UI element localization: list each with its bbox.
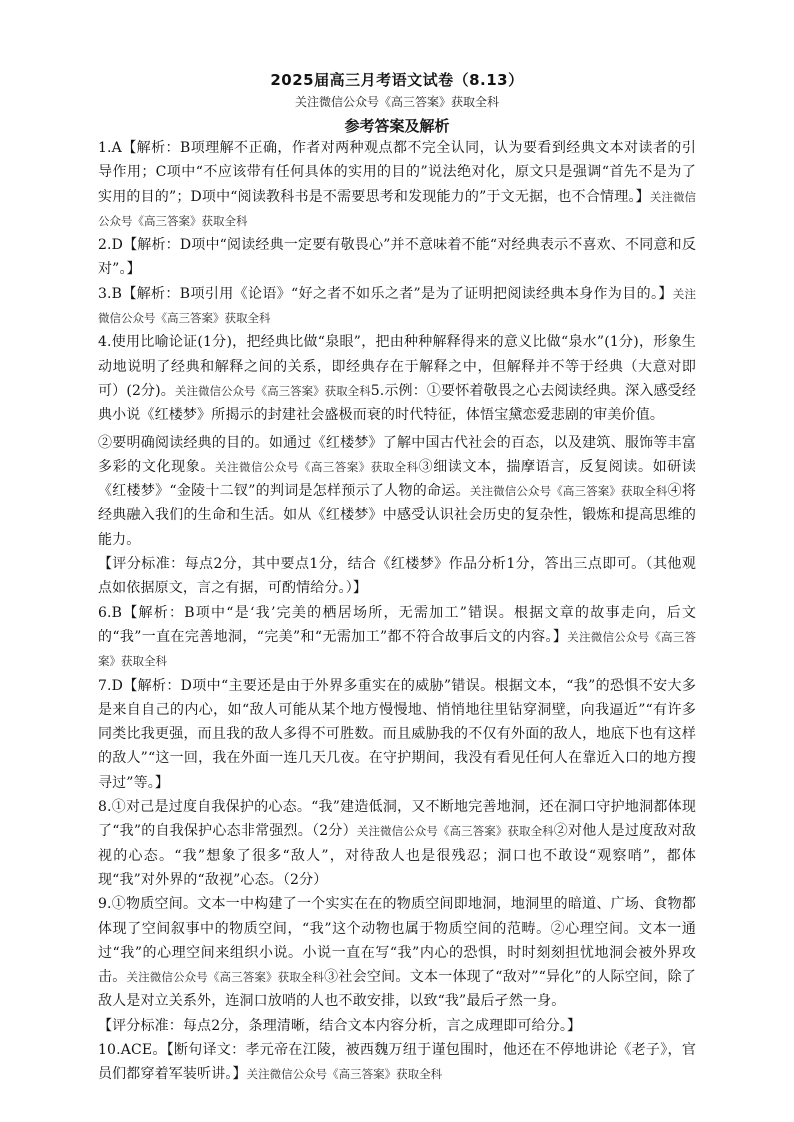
answer-paragraph: [98, 233, 696, 282]
answer-text: 9.①物质空间。文本一中构建了一个实实在在的物质空间即地洞，地洞里的暗道、广场、食物都体现了空间叙事中的物质空间，“我”这个动物也属于物质空间的范畴。②心理空间。文本一通过“我”的心理空间来组织小说。小说一直在写“我”内心的恐惧，时时刻刻担忧地洞会被外界攻击。: [98, 896, 696, 986]
answer-paragraph: [98, 674, 696, 795]
wechat-note: 关注微信公众号《高三答案》获取全科: [469, 484, 668, 499]
answer-paragraph: [98, 892, 696, 1013]
answer-text: ③细读文本，揣摩语言，反复阅读。如研读《红楼梦》“金陵十二钗”的判词是怎样预示了人物的命运。: [98, 458, 696, 500]
answer-paragraph: [98, 1038, 696, 1087]
answer-paragraph: [98, 431, 696, 552]
answer-text: 7.D【解析：D项中“主要还是由于外界多重实在的威胁”错误。根据文本，“我”的恐惧不安大多是来自自己的内心，如“敌人可能从某个地方慢慢地、悄悄地往里钻穿洞壁，向我逼近”“有许多同类比我更强，而且我的敌人多得不可胜数。而且威胁我的不仅有外面的敌人，地底下也有这样的敌人”“这一回，我在外面一连几天几夜。在守护期间，我没有看见任何人在靠近入口的地方搜寻过”等。】: [98, 677, 696, 791]
answer-paragraph: [98, 282, 696, 331]
wechat-note: 关注微信公众号《高三答案》获取全科: [98, 286, 697, 326]
answer-body: [98, 136, 696, 1087]
answer-text: 4.使用比喻论证(1分)，把经典比做“泉眼”，把由种种解释得来的意义比做“泉水”(1分)，形象生动地说明了经典和解释之间的关系，即经典存在于解释之中，但解释并不等于经典（大意对即可）(2分)。: [98, 334, 696, 399]
wechat-note: 关注微信公众号《高三答案》获取全科: [174, 383, 371, 398]
section-title: 参考答案及解析: [344, 117, 450, 135]
wechat-note: 关注微信公众号《高三答案》获取全科: [246, 1067, 443, 1082]
answer-text: 3.B【解析：B项引用《论语》“好之者不如乐之者”是为了证明把阅读经典本身作为目的。】: [98, 285, 673, 302]
wechat-note: 关注微信公众号《高三答案》获取全科: [356, 824, 554, 839]
answer-text: 6.B【解析：B项中“是‘我’完美的栖居场所，无需加工”错误。根据文章的故事走向，后文的“我”一直在完善地洞，“完美”和“无需加工”都不符合故事后文的内容。】: [98, 604, 696, 645]
answer-paragraph: [98, 601, 696, 674]
answer-text: ④将经典融入我们的生命和生活。如从《红楼梦》中感受认识社会历史的复杂性，锻炼和提高思维的能力。: [98, 483, 696, 548]
answer-paragraph: [98, 330, 696, 427]
wechat-note: 关注微信公众号《高三答案》获取全科: [126, 970, 325, 985]
answer-text: ③社会空间。文本一体现了“敌对”“异化”的人际空间，除了敌人是对立关系外，连洞口放哨的人也不敢安排，以致“我”最后孑然一身。: [98, 969, 697, 1010]
answer-text: 2.D【解析：D项中“阅读经典一定要有敬畏心”并不意味着不能“对经典表示不喜欢、不同意和反对”。】: [98, 237, 696, 278]
wechat-note: 关注微信公众号《高三答案》获取全科: [215, 459, 419, 474]
wechat-note: 关注微信公众号《高三答案》获取全科: [98, 629, 697, 669]
answer-text: 【评分标准：每点2分，其中要点1分，结合《红楼梦》作品分析1分，答出三点即可。（其他观点如依据原文，言之有据，可酌情给分。）】: [98, 556, 696, 597]
answer-paragraph: [98, 795, 696, 892]
answer-text: ②要明确阅读经典的目的。如通过《红楼梦》了解中国古代社会的百态，以及建筑、服饰等丰富多彩的文化现象。: [98, 434, 696, 475]
answer-paragraph: [98, 552, 696, 601]
answer-text: ②对他人是过度敌对敌视的心态。“我”想象了很多“敌人”，对待敌人也是很残忍；洞口也不敢设“观察哨”，都体现“我”对外界的“敌视”心态。（2分）: [98, 823, 696, 888]
answer-text: 10.ACE。【断句译文：孝元帝在江陵，被西魏万纽于谨包围时，他还在不停地讲论《老子》，官员们都穿着军装听讲。】: [98, 1041, 696, 1083]
page-subtitle: 关注微信公众号《高三答案》获取全科: [294, 95, 499, 109]
page-title: 2025届高三月考语文试卷（8.13）: [270, 71, 524, 89]
answer-text: 1.A【解析：B项理解不正确，作者对两种观点都不完全认同，认为要看到经典文本对读者的引导作用；C项中“不应该带有任何具体的实用的目的”说法绝对化，原文只是强调“首先不是为了实用的目的”；D项中“阅读教科书是不需要思考和发现能力的”于文无据，也不合情理。】: [98, 140, 696, 205]
answer-paragraph: [98, 1014, 696, 1038]
answer-paragraph: [98, 136, 696, 233]
wechat-note: 关注微信公众号《高三答案》获取全科: [98, 189, 697, 228]
answer-text: 8.①对己是过度自我保护的心态。“我”建造低洞，又不断地完善地洞，还在洞口守护地洞都体现了“我”的自我保护心态非常强烈。（2分）: [98, 799, 696, 840]
answer-text: 5.示例：①要怀着敬畏之心去阅读经典。深入感受经典小说《红楼梦》所揭示的封建社会盛极而衰的时代特征，体悟宝黛恋爱悲剧的审美价值。: [98, 382, 696, 424]
answer-text: 【评分标准：每点2分，条理清晰，结合文本内容分析，言之成理即可给分。】: [98, 1017, 582, 1034]
